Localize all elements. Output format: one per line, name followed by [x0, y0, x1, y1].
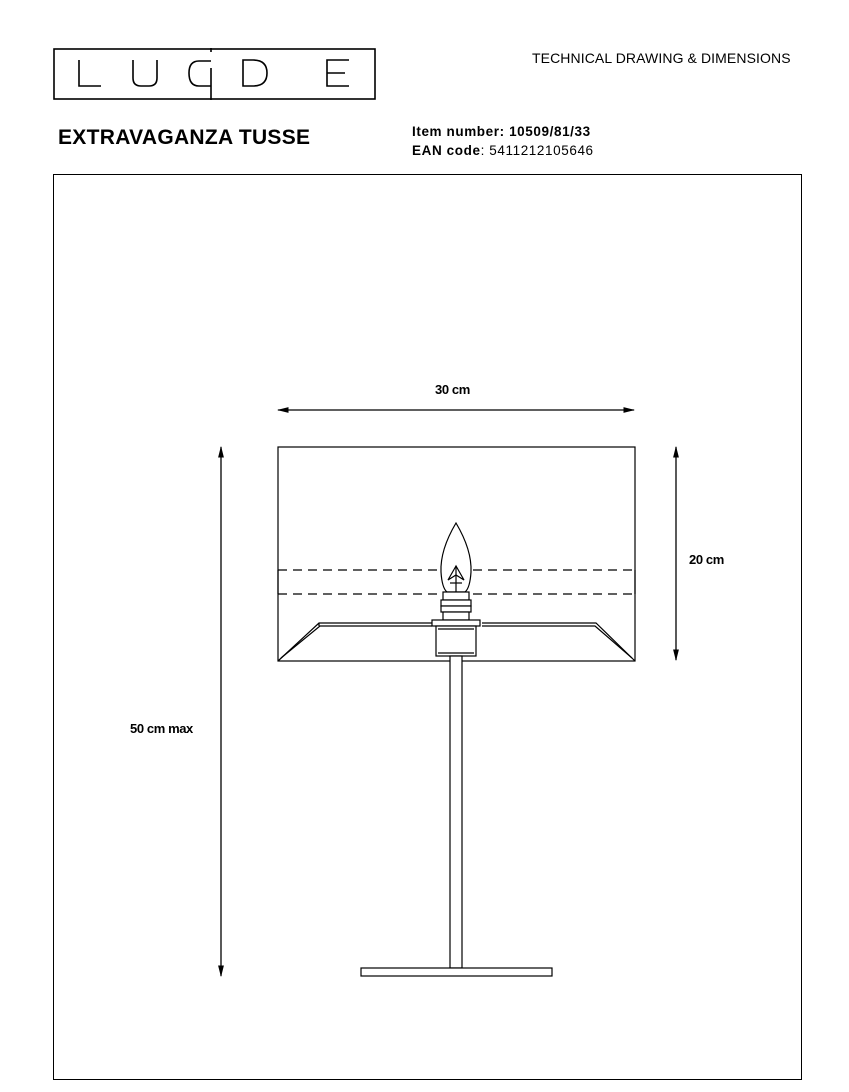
width-dimension-label: 30 cm	[435, 382, 470, 397]
item-number-label: Item number:	[412, 124, 505, 139]
shade-height-dimension-label: 20 cm	[689, 552, 724, 567]
product-name: EXTRAVAGANZA TUSSE	[58, 126, 311, 149]
lamp-base	[361, 968, 552, 976]
socket	[432, 592, 480, 656]
header-title: TECHNICAL DRAWING & DIMENSIONS	[532, 50, 791, 66]
total-height-dimension-label: 50 cm max	[130, 721, 193, 736]
lamp-stem	[450, 656, 462, 968]
ean-label: EAN code	[412, 143, 481, 158]
item-number-value: 10509/81/33	[509, 124, 591, 139]
ean-value: : 5411212105646	[480, 143, 594, 158]
bulb-icon	[441, 523, 471, 592]
